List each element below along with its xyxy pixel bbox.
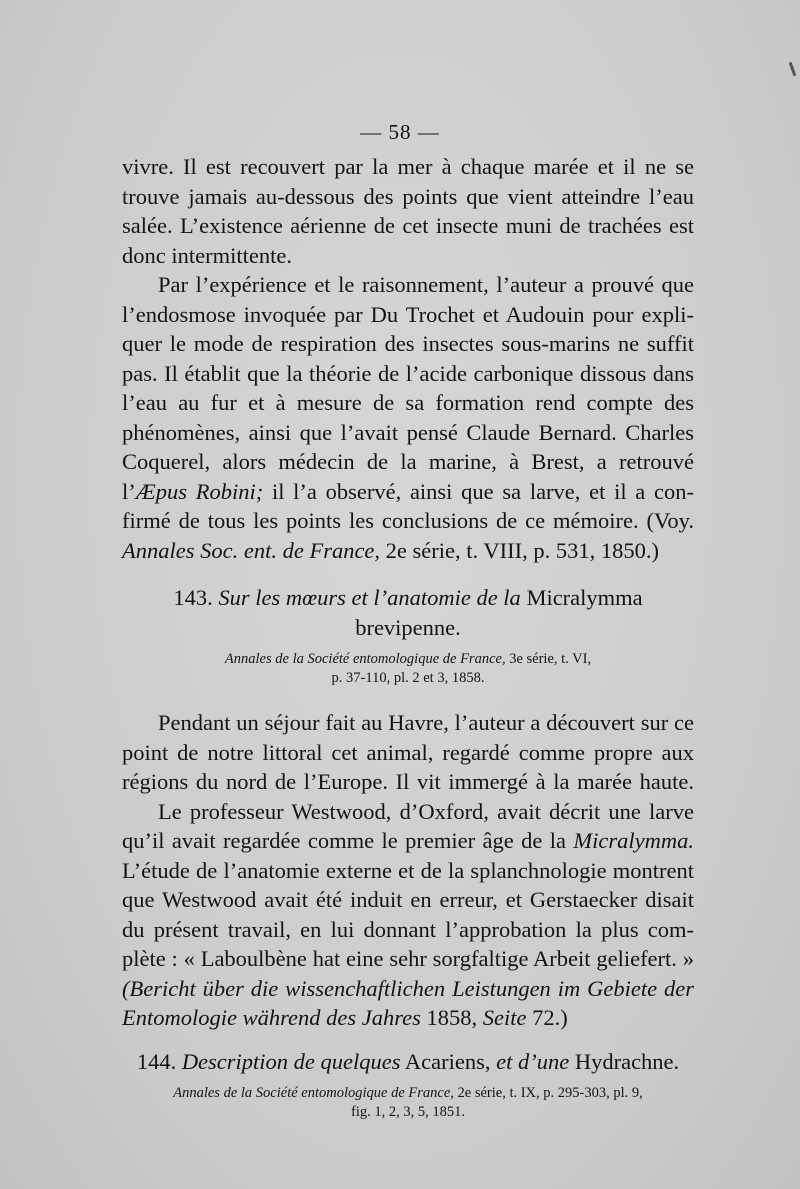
entry-number: 143.	[173, 585, 213, 610]
reference-details: 2e série, t. IX, p. 295-303, pl. 9,	[453, 1085, 643, 1101]
entry-143-title	[122, 583, 694, 642]
text-line: du présent travail, en lui donnant l’approbation la plus com-	[122, 916, 694, 942]
reference-journal: Annales de la Société entomologique de France,	[224, 651, 506, 667]
paragraph-3	[122, 708, 694, 797]
text-line: point de notre littoral cet animal, regardé comme propre aux	[122, 739, 694, 765]
text-line: Coquerel, alors médecin de la marine, à Brest, a retrouvé	[122, 449, 694, 474]
text-run: qu’il avait regardée comme le premier âge de la	[122, 828, 574, 853]
page-edge-mark	[789, 62, 797, 76]
text-line	[122, 826, 694, 856]
page-number: — 58 —	[360, 120, 440, 144]
title-italic: et d’une	[496, 1048, 570, 1074]
text-line: phénomènes, ainsi que l’avait pensé Claude Bernard. Charles	[122, 419, 694, 445]
paragraph-1	[122, 152, 694, 270]
text-line: salée. L’existence aérienne de cet insecte muni de trachées est	[122, 213, 694, 238]
text-line: Par l’expérience et le raisonnement, l’auteur a prouvé que	[158, 272, 694, 297]
text-line: l’endosmose invoquée par Du Trochet et Audouin pour expli-	[122, 301, 694, 327]
title-roman: brevipenne.	[355, 614, 461, 640]
text-line: donc intermittente.	[122, 242, 292, 268]
entry-144-title	[122, 1047, 694, 1077]
text-line: l’eau au fur et à mesure de sa formation rend compte des	[122, 390, 694, 415]
text-line	[122, 536, 694, 566]
text-line: trouve jamais au-dessous des points que vient atteindre l’eau	[122, 183, 694, 209]
reference-details: p. 37-110, pl. 2 et 3, 1858.	[331, 670, 485, 686]
citation-italic: (Bericht über die wissenchaftlichen Leistungen im Gebiete der	[122, 975, 694, 1001]
text-line	[122, 1003, 694, 1033]
title-roman: Hydrachne.	[569, 1048, 680, 1074]
text-line: plète : « Laboulbène hat eine sehr sorgfaltige Arbeit geliefert. »	[122, 946, 694, 971]
citation-italic: Entomologie während des Jahres	[122, 1005, 421, 1030]
journal-citation: Annales Soc. ent. de France,	[122, 537, 381, 563]
reference-journal: Annales de la Société entomologique de France,	[173, 1085, 454, 1101]
text-line: firmé de tous les points les conclusions de ce mémoire. (Voy.	[122, 508, 694, 533]
reference-details: 3e série, t. VI,	[505, 651, 592, 667]
paragraph-2	[122, 270, 694, 565]
text-line: que Westwood avait été induit en erreur, et Gerstaecker disait	[122, 887, 694, 912]
title-roman: Micralymma	[526, 585, 643, 610]
species-name: Æpus Robini;	[135, 478, 264, 504]
text-run: l’	[122, 478, 136, 504]
text-line: pas. Il établit que la théorie de l’acide carbonique dissous dans	[122, 360, 694, 386]
text-run: il l’a observé, ainsi que sa larve, et il a con-	[263, 478, 694, 504]
text-line	[122, 974, 694, 1004]
text-run: 1858,	[420, 1005, 483, 1030]
genus-name: Micralymma.	[573, 828, 694, 853]
entry-143-reference	[122, 650, 694, 688]
page-body	[122, 152, 694, 1122]
title-roman: Acariens,	[400, 1048, 497, 1074]
text-line	[122, 477, 694, 507]
text-line: vivre. Il est recouvert par la mer à chaque marée et il ne se	[122, 154, 694, 179]
text-run: 72.)	[526, 1005, 568, 1030]
text-line: quer le mode de respiration des insectes sous-marins ne suffit	[122, 331, 694, 356]
text-line: Pendant un séjour fait au Havre, l’auteur a découvert sur ce	[158, 710, 694, 735]
title-italic: Description de quelques	[181, 1048, 401, 1074]
text-run: 2e série, t. VIII, p. 531, 1850.)	[380, 537, 659, 563]
title-italic: Sur les mœurs et l’anatomie de la	[218, 585, 521, 610]
text-line: L’étude de l’anatomie externe et de la splanchnologie montrent	[122, 857, 694, 883]
text-line: Le professeur Westwood, d’Oxford, avait décrit une larve	[158, 798, 694, 824]
paragraph-4	[122, 797, 694, 1033]
reference-details: fig. 1, 2, 3, 5, 1851.	[351, 1104, 465, 1120]
entry-number: 144.	[136, 1048, 177, 1074]
text-line: régions du nord de l’Europe. Il vit immergé à la marée haute.	[122, 769, 694, 794]
citation-italic: Seite	[482, 1005, 527, 1030]
entry-144-reference	[122, 1084, 694, 1122]
